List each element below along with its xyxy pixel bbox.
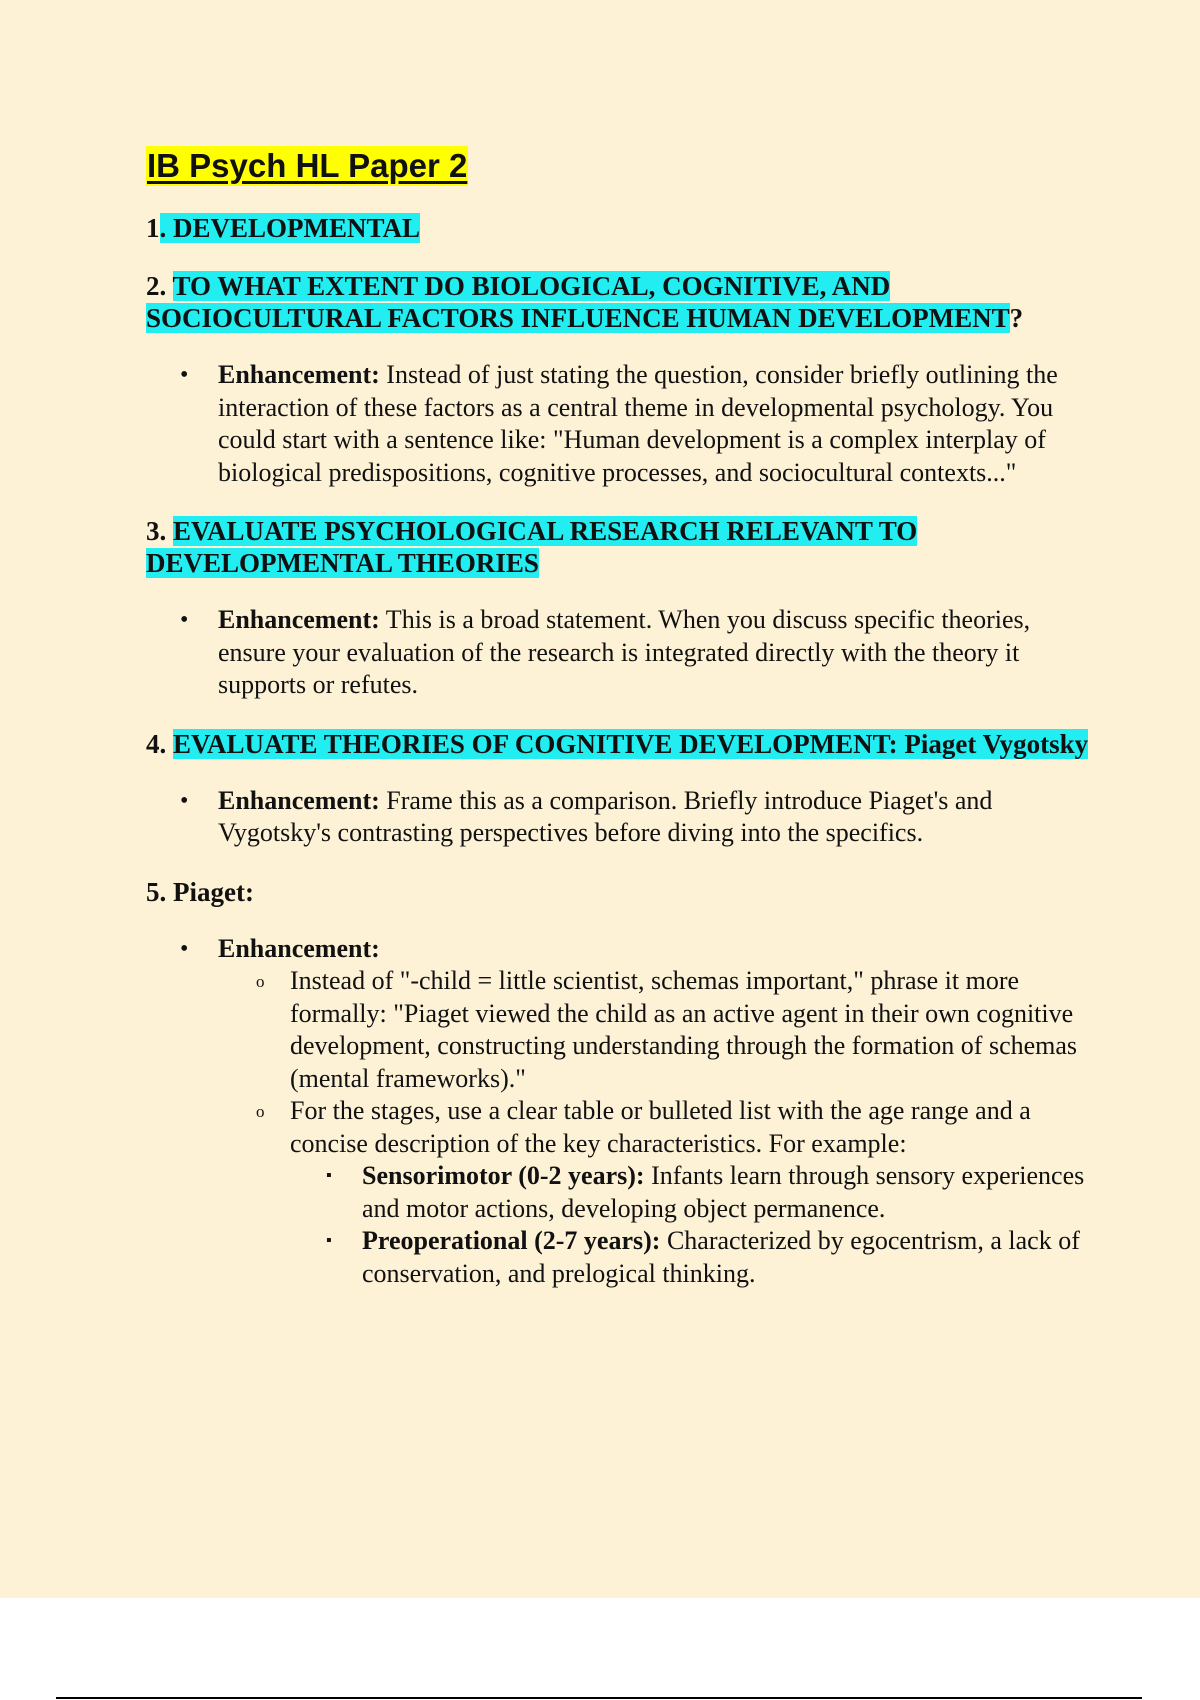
section-3-enhancement [218, 604, 1096, 702]
stage-label: Sensorimotor (0-2 years): [362, 1161, 645, 1190]
enhancement-label: Enhancement: [218, 933, 380, 963]
section-4-list [146, 785, 1096, 850]
section-5-enhancement [218, 933, 1096, 1291]
section-3-heading [146, 515, 1096, 579]
enhancement-text: Instead of just stating the question, consider briefly outlining the interaction of these factors as a central theme in developmental psychology. You could start with a sentence like: "Human development is a complex interplay of biological predispositions, cognitive processes, and sociocultural contexts..." [218, 360, 1058, 487]
section-2-enhancement [218, 359, 1096, 489]
section-1-number: 1 [146, 213, 160, 243]
enhancement-label: Enhancement: [218, 605, 380, 634]
stage-description: Infants learn through sensory experiences and motor actions, developing object permanence. [362, 1161, 1085, 1223]
stage-description: Characterized by egocentrism, a lack of conservation, and prelogical thinking. [362, 1226, 1080, 1288]
sublist-item-stages [290, 1095, 1096, 1290]
section-2-list [146, 359, 1096, 489]
stages-list [290, 1160, 1096, 1290]
section-5-sublist [218, 965, 1096, 1290]
section-4-number: 4. [146, 728, 173, 759]
section-2-question-mark: ? [1009, 303, 1024, 333]
section-4-enhancement [218, 785, 1096, 850]
section-3-title: EVALUATE PSYCHOLOGICAL RESEARCH RELEVANT TO DEVELOPMENTAL THEORIES [146, 516, 918, 578]
stages-intro: For the stages, use a clear table or bulleted list with the age range and a concise description of the key characteristics. For example: [290, 1096, 1031, 1158]
stage-sensorimotor [362, 1160, 1096, 1225]
document-title: IB Psych HL Paper 2 [147, 147, 468, 184]
enhancement-label: Enhancement: [218, 785, 380, 815]
footer-divider [56, 1697, 1142, 1699]
stage-label: Preoperational (2-7 years): [362, 1226, 661, 1255]
section-2-heading [146, 270, 1096, 334]
enhancement-label: Enhancement: [218, 360, 380, 389]
section-5-list [146, 933, 1096, 1291]
section-3-list [146, 604, 1096, 702]
stage-preoperational [362, 1225, 1096, 1290]
section-2-title: TO WHAT EXTENT DO BIOLOGICAL, COGNITIVE, AND SOCIOCULTURAL FACTORS INFLUENCE HUMAN DEVELOPMENT [146, 271, 1010, 333]
section-1-heading [146, 212, 1096, 244]
section-1-title: . DEVELOPMENTAL [159, 213, 421, 243]
section-2-number: 2. [146, 271, 173, 301]
section-5-heading: 5. Piaget: [146, 876, 254, 907]
document-content [146, 146, 1096, 1290]
section-3-number: 3. [146, 516, 173, 546]
section-4-title: EVALUATE THEORIES OF COGNITIVE DEVELOPMENT: Piaget Vygotsky [173, 728, 1089, 759]
enhancement-text: Frame this as a comparison. Briefly introduce Piaget's and Vygotsky's contrasting perspectives before diving into the specifics. [218, 785, 993, 847]
section-4-heading [146, 728, 1096, 760]
enhancement-text: This is a broad statement. When you discuss specific theories, ensure your evaluation of the research is integrated directly with the theory it supports or refutes. [218, 605, 1031, 699]
sublist-item-schemas: o Instead of "-child = little scientist, schemas important," phrase it more formally: "Piaget viewed the child as an active agent in their own cognitive development, constructing understanding through the formation of schemas (mental frameworks)." [290, 965, 1096, 1095]
